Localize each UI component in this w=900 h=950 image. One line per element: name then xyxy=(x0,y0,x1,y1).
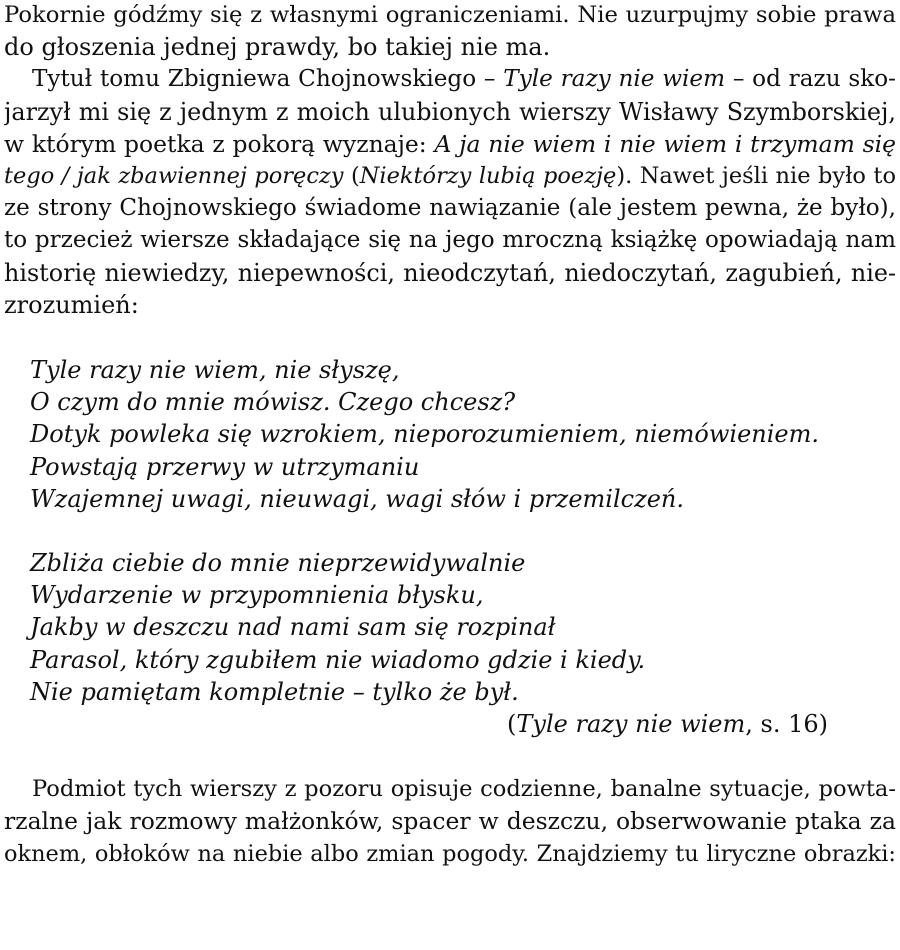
citation-title: Tyle razy nie wiem xyxy=(516,710,746,739)
poem-stanza-2 xyxy=(30,547,896,708)
poem-verse: Powstają przerwy w utrzymaniu xyxy=(30,452,420,481)
text-line: rzalne jak rozmowy małżonków, spacer w deszczu, obserwowanie ptaka za xyxy=(4,807,896,836)
poem-verse: Zbliża ciebie do mnie nieprzewidywalnie xyxy=(30,549,526,578)
poem-title: Niektórzy lubią poezję xyxy=(359,163,617,190)
text-line: historię niewiedzy, niepewności, nieodczytań, niedoczytań, zagubień, nie- xyxy=(4,258,896,287)
text-line: do głoszenia jednej prawdy, bo takiej nie ma. xyxy=(4,33,551,62)
text-run: ( xyxy=(507,710,517,739)
poem-quotation xyxy=(4,354,896,740)
poem-verse: Jakby w deszczu nad nami sam się rozpinał xyxy=(30,613,556,642)
text-line xyxy=(4,160,896,192)
text-run: , s. 16) xyxy=(745,710,828,739)
text-run: – od razu sko- xyxy=(725,66,896,93)
poem-verse: Parasol, który zgubiłem nie wiadomo gdzie i kiedy. xyxy=(30,645,646,674)
poem-verse: O czym do mnie mówisz. Czego chcesz? xyxy=(30,388,516,417)
text-line: ze strony Chojnowskiego świadome nawiązanie (ale jestem pewna, że było), xyxy=(4,195,896,222)
book-title: Tyle razy nie wiem xyxy=(503,66,726,93)
text-line: Pokornie gódźmy się z własnymi ograniczeniami. Nie uzurpujmy sobie prawa xyxy=(4,2,896,28)
text-run: ). Nawet jeśli nie było to xyxy=(616,163,896,190)
text-run: Tytuł tomu Zbigniewa Chojnowskiego – xyxy=(32,66,504,93)
text-line: to przecież wiersze składające się na jego mroczną książkę opowiadają nam xyxy=(4,227,896,254)
paragraph-title-discussion xyxy=(4,63,896,321)
paragraph-analysis xyxy=(4,773,896,870)
poem-verse: Tyle razy nie wiem, nie słyszę, xyxy=(30,356,400,385)
text-run: w którym poetka z pokorą wyznaje: xyxy=(4,129,435,158)
document-page xyxy=(4,0,896,950)
text-line: oknem, obłoków na niebie albo zmian pogody. Znajdziemy tu liryczne obrazki: xyxy=(4,840,896,867)
poem-verse: Wydarzenie w przypomnienia błysku, xyxy=(30,581,484,610)
poem-verse: Dotyk powleka się wzrokiem, nieporozumieniem, niemówieniem. xyxy=(30,420,819,449)
paragraph-intro xyxy=(4,0,896,63)
text-line: Podmiot tych wierszy z pozoru opisuje codzienne, banalne sytuacje, powta- xyxy=(32,776,896,803)
poem-verse: Nie pamiętam kompletnie – tylko że był. xyxy=(30,677,519,706)
poem-stanza-1 xyxy=(30,354,896,515)
text-line: zrozumień: xyxy=(4,290,139,319)
poem-verse: Wzajemnej uwagi, nieuwagi, wagi słów i przemilczeń. xyxy=(30,484,685,513)
text-run: ( xyxy=(343,163,360,190)
poem-quote: tego / jak zbawiennej poręczy xyxy=(4,163,344,190)
text-line xyxy=(4,63,896,95)
poem-citation xyxy=(30,708,896,740)
text-line: jarzył mi się z jednym z moich ulubionych wierszy Wisławy Szymborskiej, xyxy=(4,97,896,126)
poem-quote: A ja nie wiem i nie wiem i trzymam się xyxy=(434,129,896,158)
text-line xyxy=(4,128,896,160)
